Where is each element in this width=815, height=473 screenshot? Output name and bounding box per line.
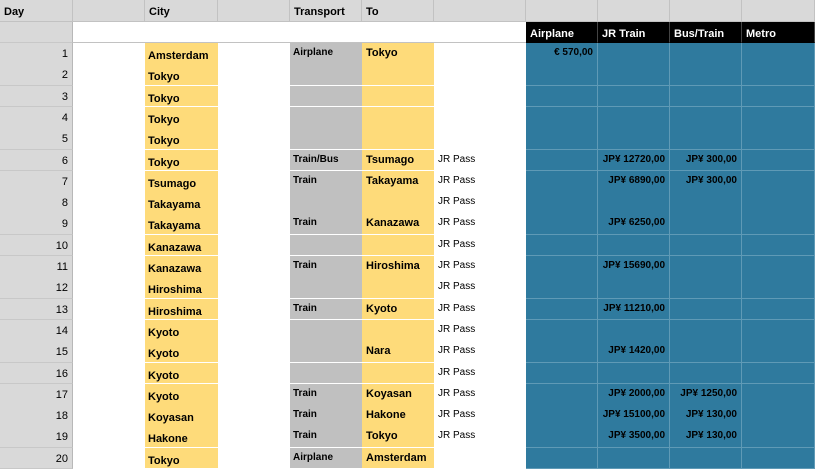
city-cell[interactable]: Takayama (145, 213, 218, 235)
metro-cost-cell[interactable] (742, 86, 815, 108)
bus-train-cost-cell[interactable] (670, 448, 742, 470)
bus-train-cost-cell[interactable] (670, 213, 742, 235)
header-city[interactable]: City (145, 0, 218, 22)
city-cell[interactable]: Tokyo (145, 86, 218, 108)
row-number[interactable]: 10 (0, 235, 73, 257)
pass-cell[interactable]: JR Pass (438, 196, 476, 208)
transport-cell[interactable]: Train (290, 299, 362, 321)
metro-cost-cell[interactable] (742, 384, 815, 406)
header-transport[interactable]: Transport (290, 0, 362, 22)
row-number[interactable]: 16 (0, 363, 73, 385)
airplane-cost-cell[interactable] (526, 384, 598, 406)
row-number[interactable]: 2 (0, 64, 73, 86)
to-cell[interactable]: Tokyo (362, 43, 434, 65)
jr-train-cost-cell[interactable] (598, 192, 670, 214)
transport-cell[interactable] (290, 107, 362, 129)
airplane-cost-cell[interactable] (526, 107, 598, 129)
to-cell[interactable] (362, 320, 434, 342)
bus-train-cost-cell[interactable] (670, 192, 742, 214)
transport-cell[interactable] (290, 128, 362, 150)
city-cell[interactable]: Kanazawa (145, 256, 218, 278)
bus-train-cost-cell[interactable] (670, 256, 742, 278)
jr-train-cost-cell[interactable]: JP¥ 12720,00 (598, 150, 670, 172)
city-cell[interactable]: Tokyo (145, 128, 218, 150)
metro-cost-cell[interactable] (742, 320, 815, 342)
header-blank-k[interactable] (742, 0, 815, 22)
transport-cell[interactable] (290, 277, 362, 299)
cost-header-jr-train[interactable]: JR Train (598, 22, 670, 43)
metro-cost-cell[interactable] (742, 235, 815, 257)
to-cell[interactable] (362, 64, 434, 86)
metro-cost-cell[interactable] (742, 192, 815, 214)
city-cell[interactable]: Hiroshima (145, 277, 218, 299)
row-number[interactable]: 8 (0, 192, 73, 214)
transport-cell[interactable] (290, 192, 362, 214)
metro-cost-cell[interactable] (742, 150, 815, 172)
jr-train-cost-cell[interactable]: JP¥ 3500,00 (598, 426, 670, 448)
airplane-cost-cell[interactable] (526, 86, 598, 108)
to-cell[interactable]: Takayama (362, 171, 434, 193)
bus-train-cost-cell[interactable]: JP¥ 130,00 (670, 405, 742, 427)
bus-train-cost-cell[interactable] (670, 64, 742, 86)
row-number[interactable]: 3 (0, 86, 73, 108)
to-cell[interactable] (362, 235, 434, 257)
metro-cost-cell[interactable] (742, 299, 815, 321)
bus-train-cost-cell[interactable] (670, 107, 742, 129)
pass-cell[interactable] (434, 107, 526, 129)
row-number[interactable]: 18 (0, 405, 73, 427)
bus-train-cost-cell[interactable] (670, 341, 742, 363)
pass-cell[interactable]: JR Pass (438, 153, 476, 165)
airplane-cost-cell[interactable] (526, 363, 598, 385)
airplane-cost-cell[interactable] (526, 235, 598, 257)
bus-train-cost-cell[interactable] (670, 363, 742, 385)
airplane-cost-cell[interactable] (526, 64, 598, 86)
jr-train-cost-cell[interactable] (598, 277, 670, 299)
airplane-cost-cell[interactable] (526, 256, 598, 278)
pass-cell[interactable]: JR Pass (438, 260, 476, 271)
metro-cost-cell[interactable] (742, 128, 815, 150)
row-number[interactable]: 12 (0, 277, 73, 299)
transport-cell[interactable] (290, 235, 362, 257)
airplane-cost-cell[interactable] (526, 277, 598, 299)
to-cell[interactable] (362, 86, 434, 108)
airplane-cost-cell[interactable] (526, 213, 598, 235)
pass-cell[interactable]: JR Pass (438, 302, 476, 314)
airplane-cost-cell[interactable] (526, 192, 598, 214)
row-number[interactable]: 6 (0, 150, 73, 172)
row-number[interactable]: 7 (0, 171, 73, 193)
pass-cell[interactable] (434, 43, 526, 65)
jr-train-cost-cell[interactable]: JP¥ 2000,00 (598, 384, 670, 406)
row-number[interactable]: 14 (0, 320, 73, 342)
airplane-cost-cell[interactable] (526, 448, 598, 470)
airplane-cost-cell[interactable] (526, 171, 598, 193)
header-day[interactable]: Day (0, 0, 73, 22)
city-cell[interactable]: Takayama (145, 192, 218, 214)
city-cell[interactable]: Tokyo (145, 150, 218, 172)
city-cell[interactable]: Tokyo (145, 448, 218, 470)
header-blank-h[interactable] (526, 0, 598, 22)
pass-cell[interactable] (434, 128, 526, 150)
city-cell[interactable]: Kyoto (145, 363, 218, 385)
jr-train-cost-cell[interactable] (598, 235, 670, 257)
bus-train-cost-cell[interactable]: JP¥ 300,00 (670, 150, 742, 172)
pass-cell[interactable]: JR Pass (438, 387, 476, 399)
city-cell[interactable]: Kyoto (145, 341, 218, 363)
cost-header-metro[interactable]: Metro (742, 22, 815, 43)
to-cell[interactable]: Kanazawa (362, 213, 434, 235)
bus-train-cost-cell[interactable] (670, 320, 742, 342)
pass-cell[interactable]: JR Pass (438, 174, 476, 186)
transport-cell[interactable]: Train (290, 405, 362, 427)
transport-cell[interactable]: Train (290, 256, 362, 278)
transport-cell[interactable]: Train (290, 213, 362, 235)
transport-cell[interactable] (290, 363, 362, 385)
pass-cell[interactable]: JR Pass (438, 217, 476, 229)
row-number[interactable]: 13 (0, 299, 73, 321)
pass-cell[interactable] (434, 64, 526, 86)
jr-train-cost-cell[interactable]: JP¥ 6890,00 (598, 171, 670, 193)
city-cell[interactable]: Tsumago (145, 171, 218, 193)
row-number-blank[interactable] (0, 22, 73, 43)
jr-train-cost-cell[interactable] (598, 320, 670, 342)
row-number[interactable]: 1 (0, 43, 73, 65)
pass-cell[interactable]: JR Pass (438, 345, 476, 357)
transport-cell[interactable] (290, 320, 362, 342)
city-cell[interactable]: Tokyo (145, 64, 218, 86)
row-number[interactable]: 11 (0, 256, 73, 278)
airplane-cost-cell[interactable] (526, 128, 598, 150)
jr-train-cost-cell[interactable] (598, 448, 670, 470)
jr-train-cost-cell[interactable] (598, 107, 670, 129)
metro-cost-cell[interactable] (742, 171, 815, 193)
city-cell[interactable]: Kyoto (145, 384, 218, 406)
bus-train-cost-cell[interactable] (670, 299, 742, 321)
jr-train-cost-cell[interactable]: JP¥ 15100,00 (598, 405, 670, 427)
airplane-cost-cell[interactable] (526, 320, 598, 342)
header-blank-b[interactable] (73, 0, 145, 22)
row-number[interactable]: 5 (0, 128, 73, 150)
jr-train-cost-cell[interactable]: JP¥ 1420,00 (598, 341, 670, 363)
row-number[interactable]: 15 (0, 341, 73, 363)
bus-train-cost-cell[interactable] (670, 235, 742, 257)
row-number[interactable]: 4 (0, 107, 73, 129)
city-cell[interactable]: Amsterdam (145, 43, 218, 65)
bus-train-cost-cell[interactable] (670, 86, 742, 108)
transport-cell[interactable]: Train (290, 426, 362, 448)
transport-cell[interactable]: Train (290, 171, 362, 193)
jr-train-cost-cell[interactable] (598, 86, 670, 108)
subheader-blank[interactable] (73, 22, 526, 43)
to-cell[interactable]: Hiroshima (362, 256, 434, 278)
airplane-cost-cell[interactable] (526, 299, 598, 321)
metro-cost-cell[interactable] (742, 213, 815, 235)
to-cell[interactable]: Tsumago (362, 150, 434, 172)
to-cell[interactable] (362, 128, 434, 150)
to-cell[interactable]: Hakone (362, 405, 434, 427)
row-number[interactable]: 17 (0, 384, 73, 406)
row-number[interactable]: 20 (0, 448, 73, 470)
row-number[interactable]: 19 (0, 426, 73, 448)
jr-train-cost-cell[interactable] (598, 43, 670, 65)
bus-train-cost-cell[interactable] (670, 128, 742, 150)
metro-cost-cell[interactable] (742, 426, 815, 448)
pass-cell[interactable]: JR Pass (438, 281, 476, 293)
city-cell[interactable]: Hakone (145, 426, 218, 448)
cost-header-bus-train[interactable]: Bus/Train (670, 22, 742, 43)
bus-train-cost-cell[interactable] (670, 277, 742, 299)
metro-cost-cell[interactable] (742, 448, 815, 470)
transport-cell[interactable]: Train (290, 384, 362, 406)
jr-train-cost-cell[interactable]: JP¥ 6250,00 (598, 213, 670, 235)
pass-cell[interactable]: JR Pass (438, 238, 476, 250)
metro-cost-cell[interactable] (742, 363, 815, 385)
pass-cell[interactable]: JR Pass (438, 430, 476, 442)
transport-cell[interactable] (290, 341, 362, 363)
header-blank-g[interactable] (434, 0, 526, 22)
metro-cost-cell[interactable] (742, 43, 815, 65)
city-cell[interactable]: Hiroshima (145, 299, 218, 321)
transport-cell[interactable] (290, 86, 362, 108)
pass-cell[interactable] (434, 448, 526, 470)
to-cell[interactable]: Koyasan (362, 384, 434, 406)
header-blank-j[interactable] (670, 0, 742, 22)
header-to[interactable]: To (362, 0, 434, 22)
to-cell[interactable] (362, 277, 434, 299)
jr-train-cost-cell[interactable] (598, 363, 670, 385)
jr-train-cost-cell[interactable] (598, 64, 670, 86)
transport-cell[interactable] (290, 64, 362, 86)
metro-cost-cell[interactable] (742, 277, 815, 299)
metro-cost-cell[interactable] (742, 64, 815, 86)
pass-cell[interactable] (434, 86, 526, 108)
city-cell[interactable]: Koyasan (145, 405, 218, 427)
bus-train-cost-cell[interactable]: JP¥ 130,00 (670, 426, 742, 448)
transport-cell[interactable]: Airplane (290, 448, 362, 470)
airplane-cost-cell[interactable]: € 570,00 (526, 43, 598, 65)
pass-cell[interactable]: JR Pass (438, 366, 476, 378)
airplane-cost-cell[interactable] (526, 150, 598, 172)
metro-cost-cell[interactable] (742, 341, 815, 363)
pass-cell[interactable]: JR Pass (438, 409, 476, 421)
bus-train-cost-cell[interactable]: JP¥ 1250,00 (670, 384, 742, 406)
to-cell[interactable] (362, 363, 434, 385)
bus-train-cost-cell[interactable]: JP¥ 300,00 (670, 171, 742, 193)
header-blank-i[interactable] (598, 0, 670, 22)
bus-train-cost-cell[interactable] (670, 43, 742, 65)
to-cell[interactable]: Nara (362, 341, 434, 363)
header-blank-d[interactable] (218, 0, 290, 22)
jr-train-cost-cell[interactable]: JP¥ 15690,00 (598, 256, 670, 278)
jr-train-cost-cell[interactable]: JP¥ 11210,00 (598, 299, 670, 321)
jr-train-cost-cell[interactable] (598, 128, 670, 150)
to-cell[interactable]: Amsterdam (362, 448, 434, 470)
to-cell[interactable]: Kyoto (362, 299, 434, 321)
airplane-cost-cell[interactable] (526, 341, 598, 363)
transport-cell[interactable]: Train/Bus (290, 150, 362, 172)
metro-cost-cell[interactable] (742, 405, 815, 427)
metro-cost-cell[interactable] (742, 256, 815, 278)
to-cell[interactable]: Tokyo (362, 426, 434, 448)
to-cell[interactable] (362, 107, 434, 129)
airplane-cost-cell[interactable] (526, 405, 598, 427)
city-cell[interactable]: Kyoto (145, 320, 218, 342)
airplane-cost-cell[interactable] (526, 426, 598, 448)
city-cell[interactable]: Tokyo (145, 107, 218, 129)
pass-cell[interactable]: JR Pass (438, 323, 476, 335)
row-number[interactable]: 9 (0, 213, 73, 235)
transport-cell[interactable]: Airplane (290, 43, 362, 65)
cost-header-airplane[interactable]: Airplane (526, 22, 598, 43)
metro-cost-cell[interactable] (742, 107, 815, 129)
city-cell[interactable]: Kanazawa (145, 235, 218, 257)
to-cell[interactable] (362, 192, 434, 214)
